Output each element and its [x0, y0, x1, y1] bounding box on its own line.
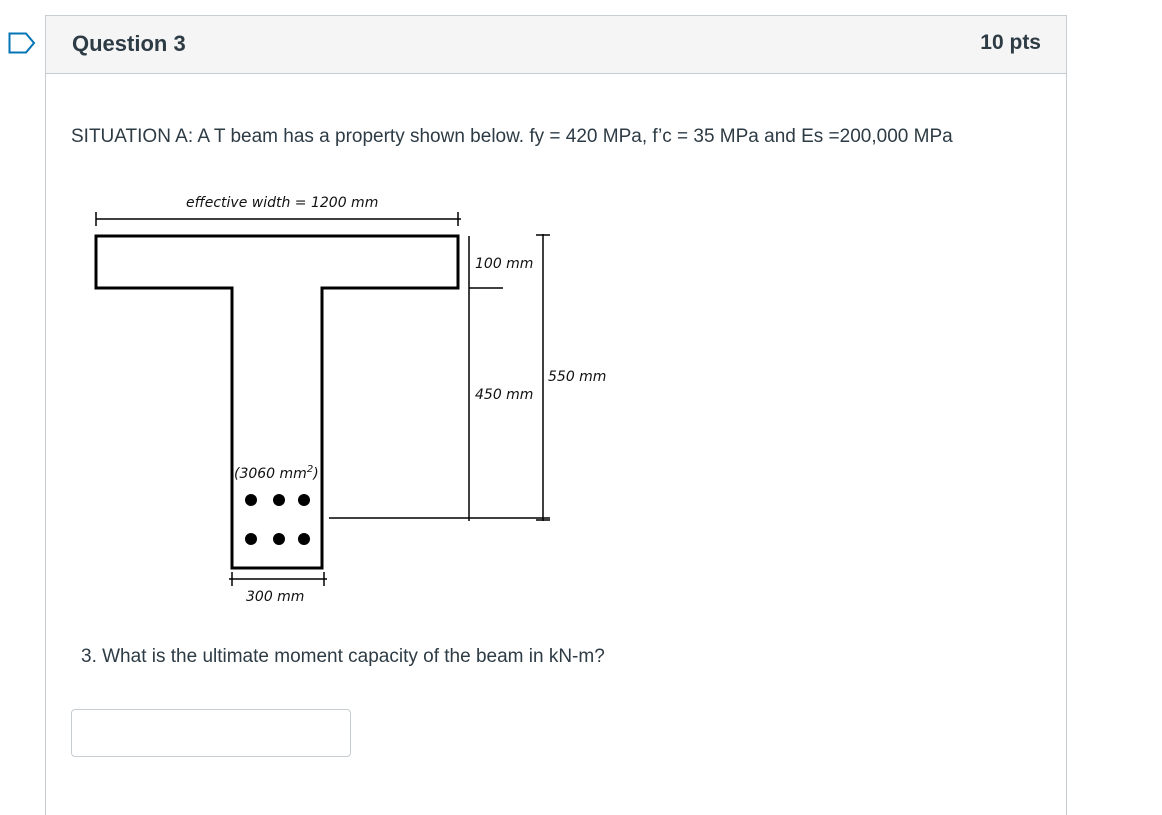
flange-thickness-label: 100 mm	[475, 256, 534, 272]
situation-text: SITUATION A: A T beam has a property shown below. fy = 420 MPa, f’c = 35 MPa and Es =200,000 MPa	[71, 126, 953, 147]
question-card	[45, 15, 1067, 815]
rebar	[245, 494, 257, 506]
steel-area-label: (3060 $mm^2$)	[234, 464, 319, 482]
web-depth-label: 450 mm	[475, 387, 534, 403]
total-depth-label: 550 mm	[548, 369, 607, 385]
question-points: 10 pts	[980, 31, 1041, 54]
rebar	[298, 533, 310, 545]
t-beam-diagram	[46, 16, 1046, 636]
rebar	[245, 533, 257, 545]
effective-width-label: effective width = 1200 mm	[186, 195, 379, 211]
bookmark-flag-icon[interactable]	[8, 32, 36, 54]
question-title: Question 3	[72, 31, 186, 56]
rebar	[298, 494, 310, 506]
question-prompt: 3. What is the ultimate moment capacity of the beam in kN-m?	[81, 646, 605, 667]
rebar	[273, 494, 285, 506]
answer-input[interactable]	[71, 709, 351, 757]
web-width-label: 300 mm	[246, 589, 305, 605]
rebar	[273, 533, 285, 545]
